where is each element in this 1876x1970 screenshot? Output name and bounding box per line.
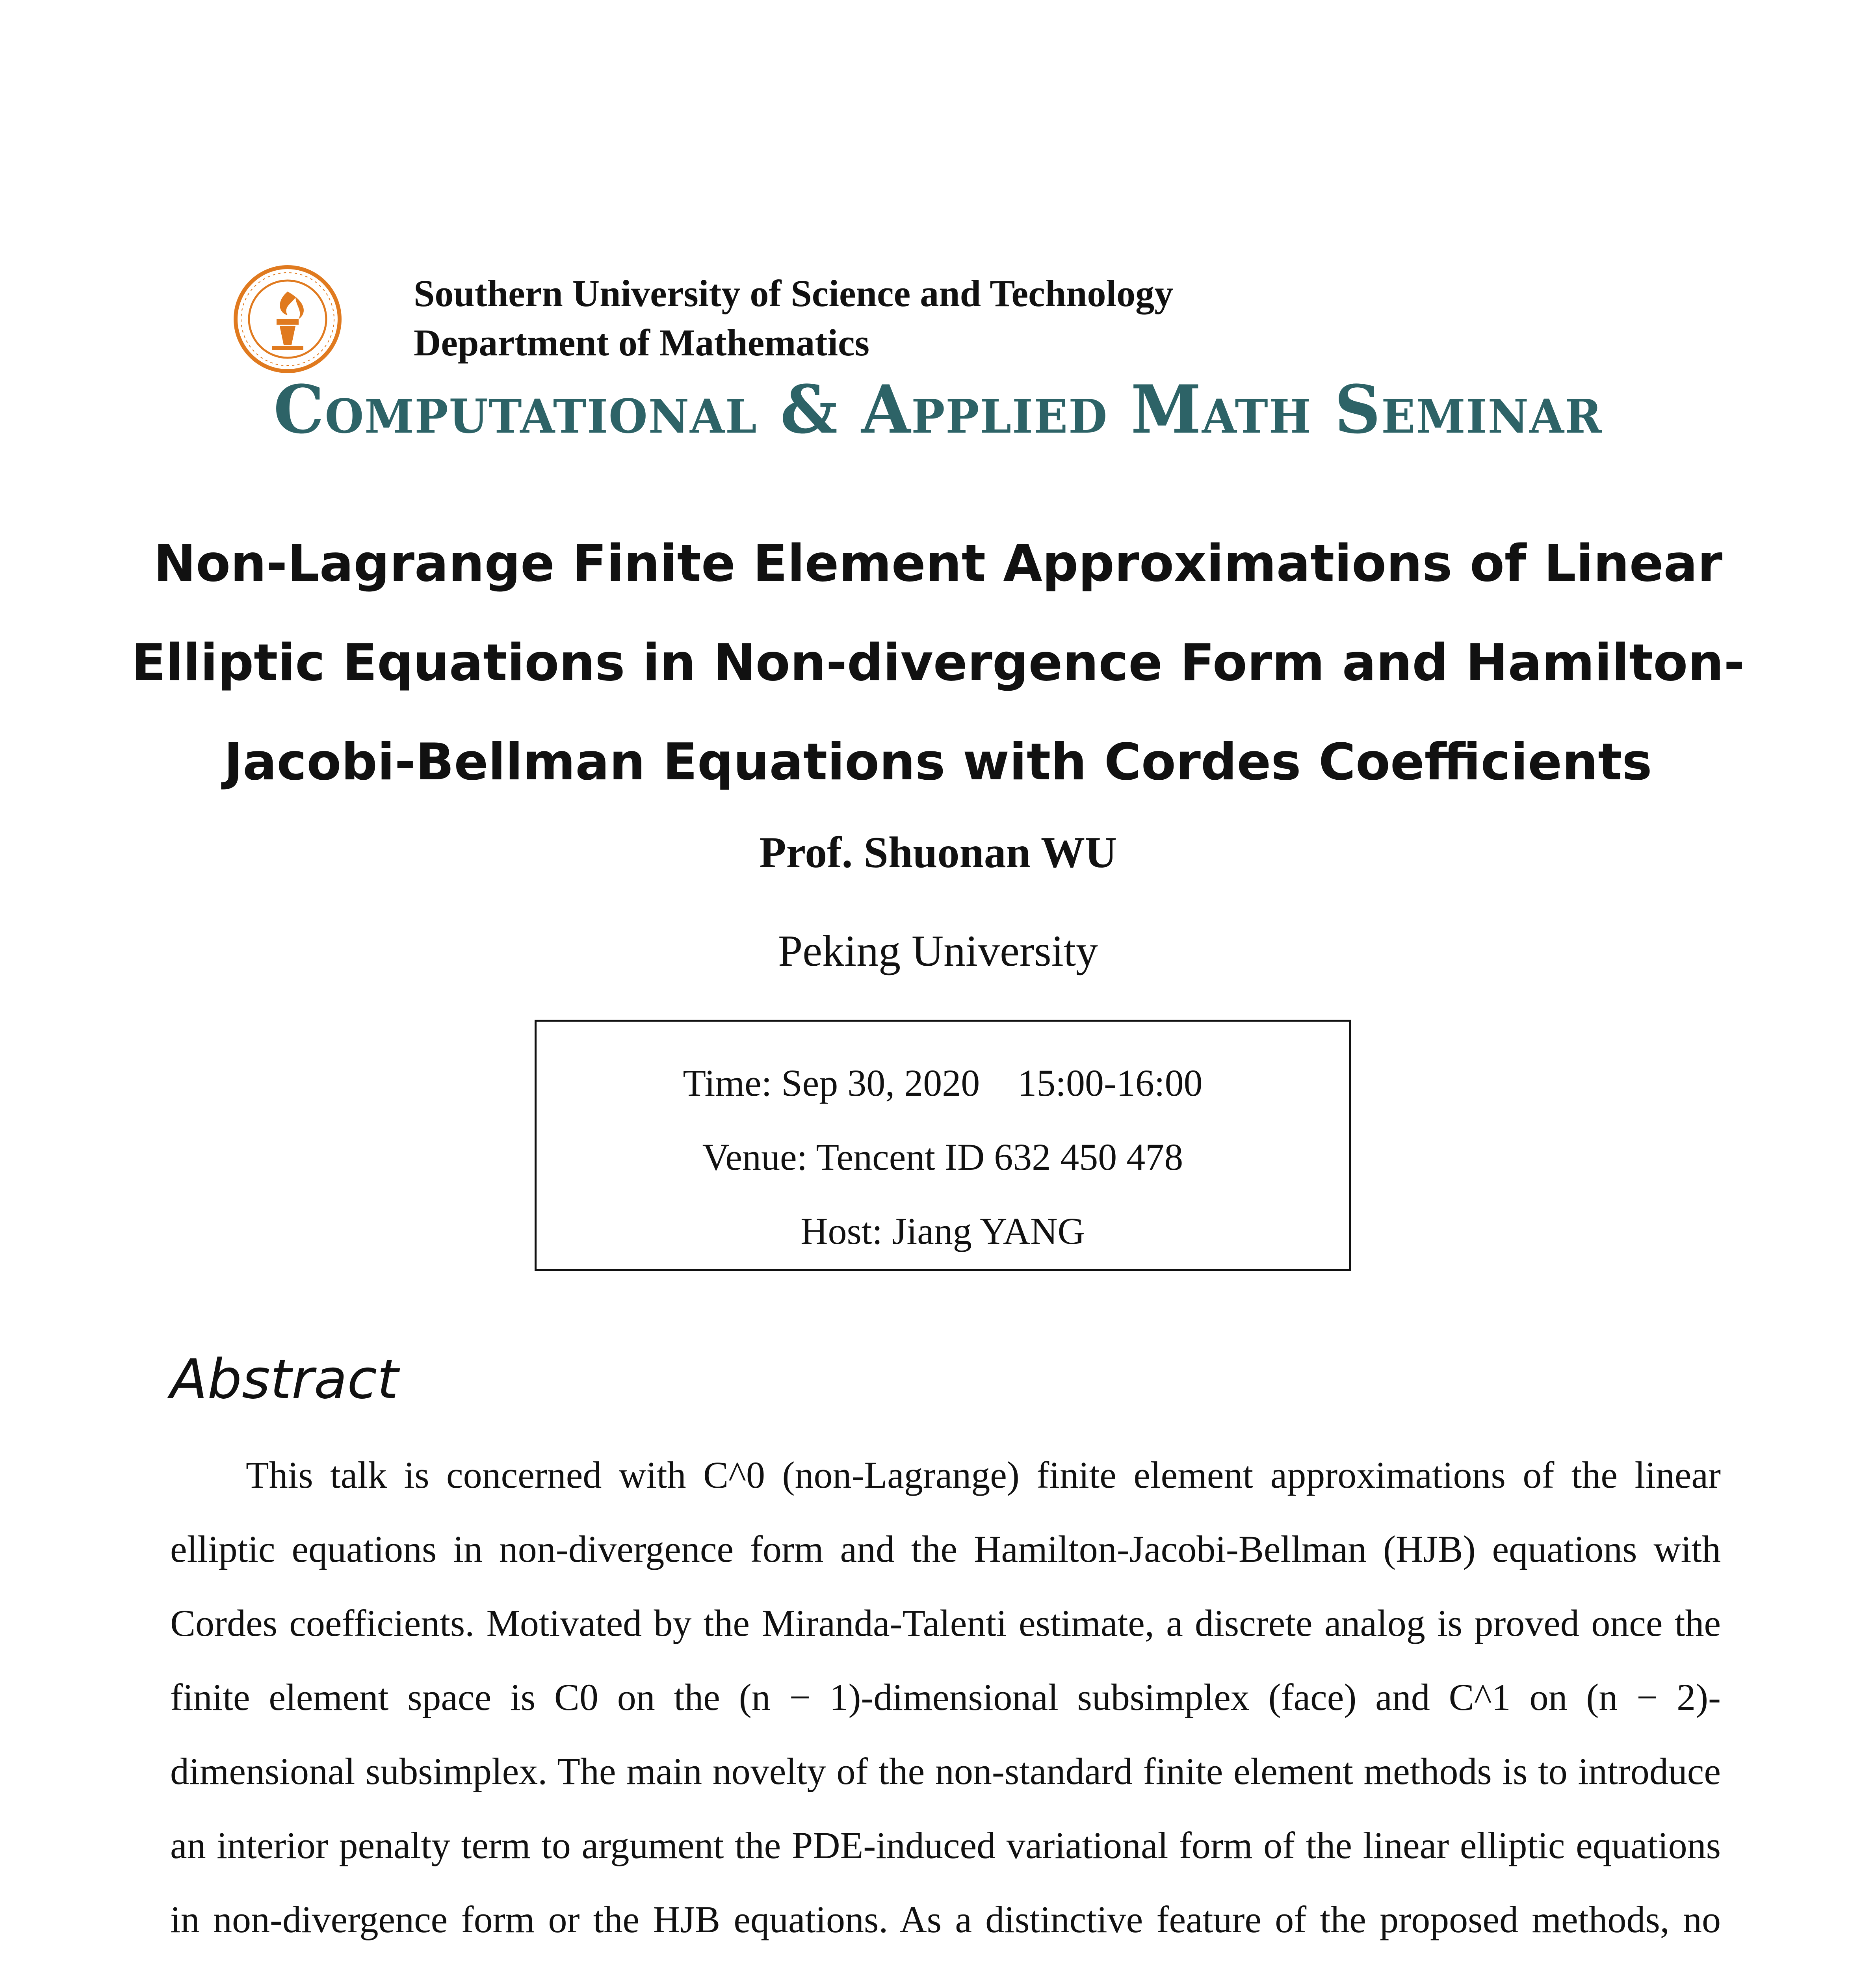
speaker-affiliation: Peking University <box>778 927 1098 976</box>
event-time: Time: Sep 30, 2020 15:00-16:00 <box>683 1062 1203 1104</box>
department-name: Department of Mathematics <box>414 322 869 364</box>
university-seal-icon <box>232 264 343 374</box>
university-logo <box>232 264 343 374</box>
header <box>232 264 1690 374</box>
event-venue: Venue: Tencent ID 632 450 478 <box>702 1136 1183 1178</box>
abstract-body: This talk is concerned with C^0 (non-Lagrange) finite element approximations of the linear elliptic equations in non-divergence form and the Hamilton-Jacobi-Bellman (HJB) equations with Cordes coefficients. Motivated by the Miranda-Talenti estimate, a discrete analog is proved once the finite element space is C0 on the (n − 1)-dimensional subsimplex (face) and C^1 on (n − 2)-dimensional subsimplex. The main novelty of the non-standard finite element methods is to introduce an interior penalty term to argument the PDE-induced variational form of the linear elliptic equations in non-divergence form or the HJB equations. As a distinctive feature of the proposed methods, no <box>170 1454 1721 1940</box>
abstract-heading: Abstract <box>170 1347 399 1411</box>
event-host: Host: Jiang YANG <box>801 1210 1085 1252</box>
institution-block <box>414 269 1173 367</box>
seminar-title-text: Computational & Applied Math Seminar <box>273 370 1603 448</box>
university-name: Southern University of Science and Technology <box>414 272 1174 314</box>
seminar-title <box>0 370 1876 448</box>
talk-title: Non-Lagrange Finite Element Approximations of Linear Elliptic Equations in Non-divergence Form and Hamilton-Jacobi-Bellman Equations with Cordes Coefficients <box>131 534 1745 792</box>
speaker-name: Prof. Shuonan WU <box>759 828 1117 877</box>
event-info-box <box>535 1020 1351 1271</box>
